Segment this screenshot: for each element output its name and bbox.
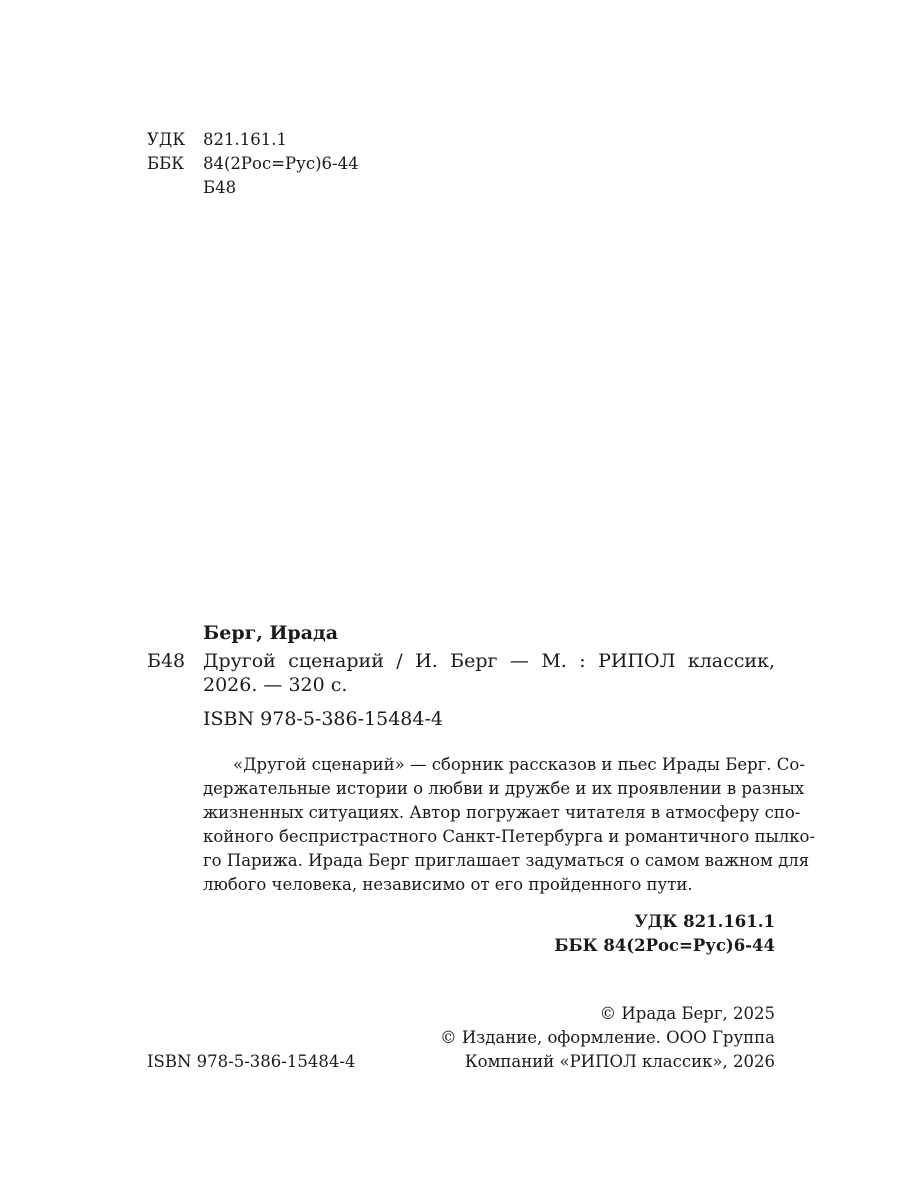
entry-title-line [203,649,775,673]
title-word: сценарий [288,650,384,672]
isbn-bottom: ISBN 978-5-386-15484-4 [147,1052,356,1071]
bibliographic-entry [203,649,775,697]
copyright-publisher: © Издание, оформление. ООО Группа [440,1028,775,1047]
title-word: И. [415,650,438,672]
annotation-line: жизненных ситуациях. Автор погружает читателя в атмосферу спо- [203,803,801,822]
bbk-label: ББК [147,154,185,173]
annotation-line: держательные истории о любви и дружбе и их проявлении в разных [203,779,805,798]
annotation-line: койного беспристрастного Санкт-Петербурга и романтичного пылко- [203,827,816,846]
annotation [203,753,816,897]
udk-bottom: УДК 821.161.1 [634,912,775,931]
annotation-line: любого человека, независимо от его пройденного пути. [203,875,693,894]
author-mark-top: Б48 [203,178,237,197]
title-word: : [579,650,586,672]
title-word: классик, [687,650,775,672]
annotation-line: го Парижа. Ирада Берг приглашает задуматься о самом важном для [203,851,810,870]
copyright-author: © Ирада Берг, 2025 [599,1004,775,1023]
title-word: М. [541,650,567,672]
title-word: Другой [203,650,276,672]
entry-imprint: 2026. — 320 с. [203,674,348,696]
udk-label: УДК [147,130,186,149]
classification-bottom [554,910,775,958]
title-word: — [509,650,529,672]
entry-isbn: ISBN 978-5-386-15484-4 [203,708,443,730]
copyright-publisher-cont: Компаний «РИПОЛ классик», 2026 [464,1052,775,1071]
annotation-line: «Другой сценарий» — сборник рассказов и пьес Ирады Берг. Со- [233,755,805,774]
entry-author-mark: Б48 [147,650,186,672]
title-word: Берг [450,650,498,672]
bbk-value: 84(2Рос=Рус)6-44 [203,154,359,173]
classification-block [147,128,359,200]
copyright-block [440,1002,775,1074]
title-word: / [396,650,403,672]
entry-author: Берг, Ирада [203,622,339,644]
bbk-row [147,152,359,176]
author-mark-row [147,176,359,200]
udk-value: 821.161.1 [203,130,287,149]
title-word: РИПОЛ [598,650,676,672]
bbk-bottom: ББК 84(2Рос=Рус)6-44 [554,936,775,955]
udk-row [147,128,359,152]
